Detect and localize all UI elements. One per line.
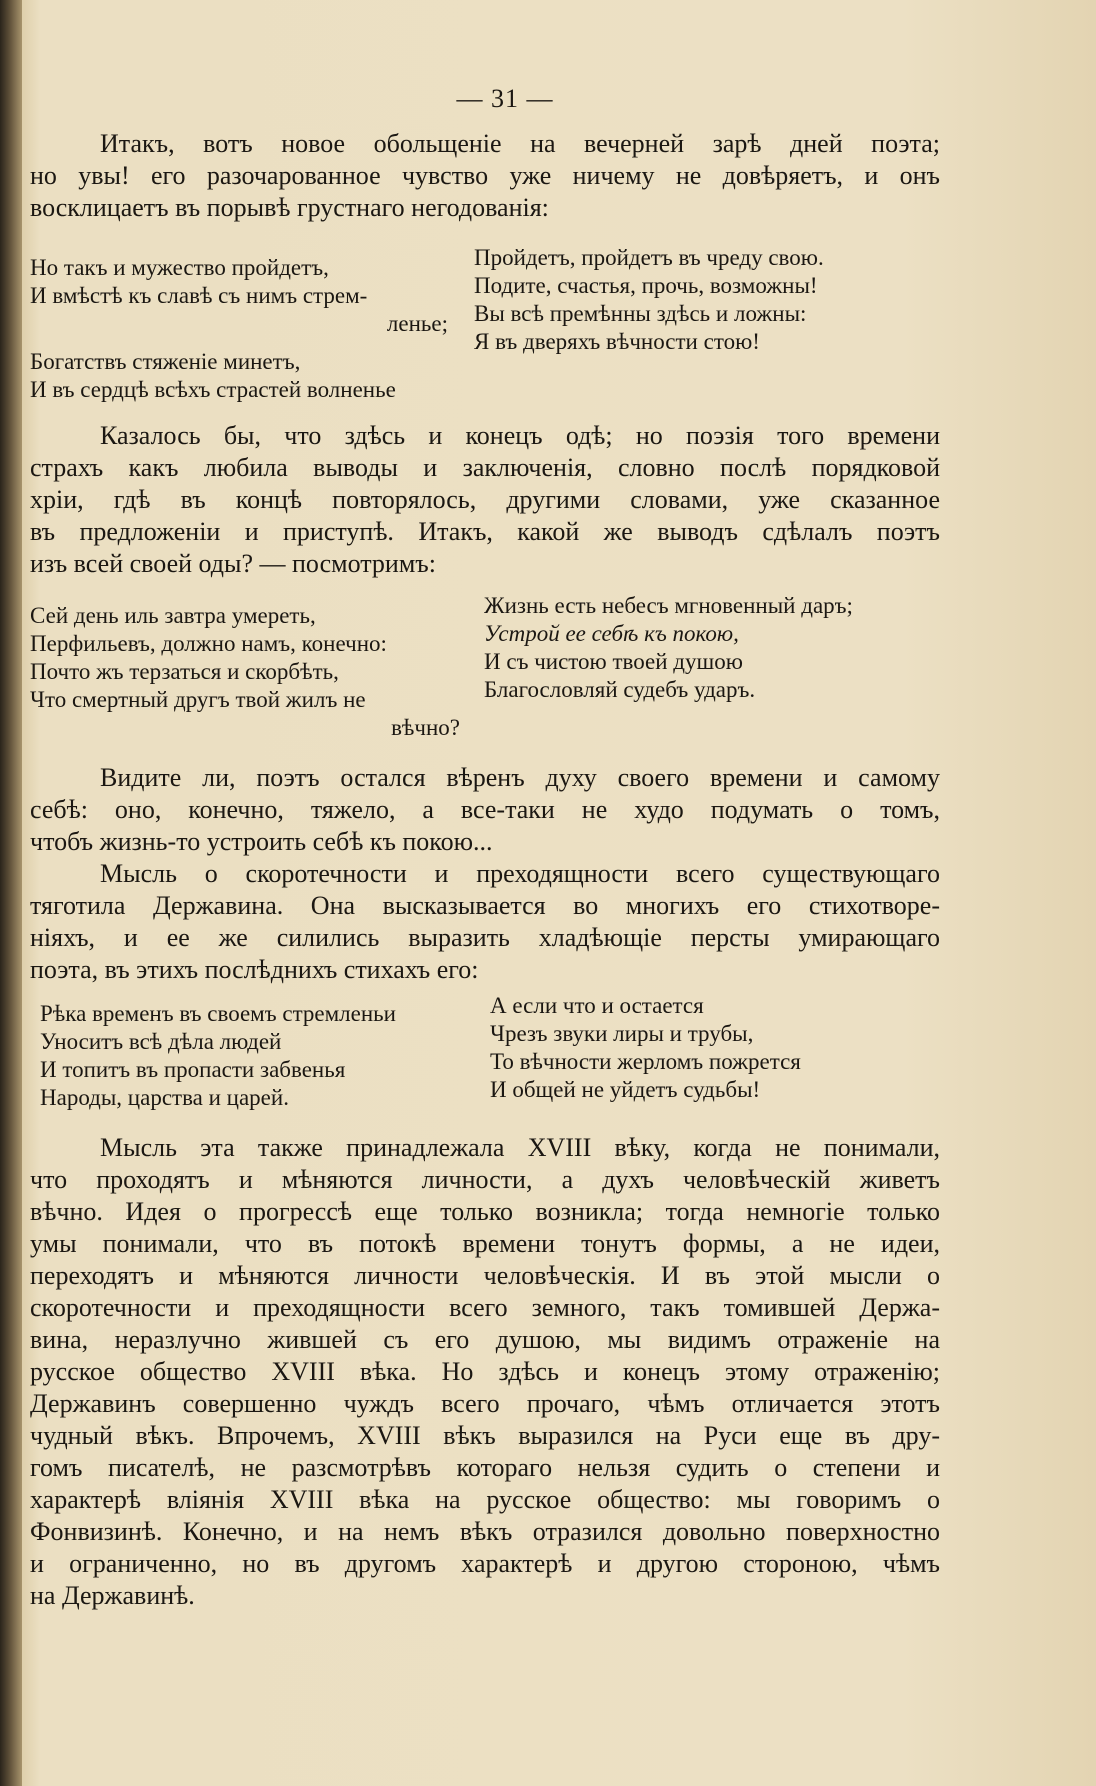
text-line: характерѣ вліянія XVIII вѣка на русское общество: мы говоримъ о — [30, 1485, 940, 1514]
text-line: умы понимали, что въ потокѣ времени тонутъ формы, а не идеи, — [30, 1229, 940, 1258]
text-line: хріи, гдѣ въ концѣ повторялось, другими словами, уже сказанное — [30, 485, 940, 514]
text-line: Итакъ, вотъ новое обольщенiе на вечерней зарѣ дней поэта; — [100, 129, 940, 158]
text-line: тяготила Державина. Она высказывается во многихъ его стихотворе- — [30, 891, 940, 920]
verse-line: Почто жъ терзаться и скорбѣть, — [30, 659, 339, 684]
page-number: — 31 — — [456, 84, 554, 113]
verse-line: Подите, счастья, прочь, возможны! — [474, 273, 818, 298]
text-line: Казалось бы, что здѣсь и конецъ одѣ; но поэзія того времени — [100, 421, 940, 450]
verse-line: вѣчно? — [391, 715, 460, 740]
verse-line: Народы, царства и царей. — [40, 1085, 289, 1110]
verse-line: Уноситъ всѣ дѣла людей — [40, 1029, 282, 1054]
verse-line: Что смертный другъ твой жилъ не — [30, 687, 366, 712]
text-line: но увы! его разочарованное чувство уже ничему не довѣряетъ, и онъ — [30, 161, 940, 190]
text-line: страхъ какъ любила выводы и заключенія, словно послѣ порядковой — [30, 453, 940, 482]
verse-2-right-stanza — [484, 592, 954, 704]
verse-2-left-stanza — [30, 602, 460, 742]
verse-line: Но такъ и мужество пройдетъ, — [30, 255, 329, 280]
paragraph-1 — [30, 128, 940, 224]
text-line: переходятъ и мѣняются личности человѣческія. И въ этой мысли о — [30, 1261, 940, 1290]
verse-line: Жизнь есть небесъ мгновенный даръ; — [484, 593, 853, 618]
text-line: на Державинѣ. — [30, 1581, 195, 1610]
verse-line: Устрой ее себѣ къ покою, — [484, 621, 739, 646]
paragraph-3 — [30, 762, 940, 858]
book-spine-shadow — [0, 0, 22, 1786]
verse-line: То вѣчности жерломъ пожрется — [490, 1049, 801, 1074]
text-line: себѣ: оно, конечно, тяжело, а все-таки не худо подумать о томъ, — [30, 795, 940, 824]
text-line: чудный вѣкъ. Впрочемъ, XVIII вѣкъ выразился на Руси еще въ дру- — [30, 1421, 940, 1450]
text-line: поэта, въ этихъ послѣднихъ стихахъ его: — [30, 955, 479, 984]
text-line: вѣчно. Идея о прогрессѣ еще только возникла; тогда немногiе только — [30, 1197, 940, 1226]
text-line: Мысль эта также принадлежала XVIII вѣку, когда не понимали, — [100, 1133, 940, 1162]
verse-line: И съ чистою твоей душою — [484, 649, 743, 674]
paragraph-2 — [30, 420, 940, 580]
text-line: въ предложенiи и приступѣ. Итакъ, какой же выводъ сдѣлалъ поэтъ — [30, 517, 940, 546]
text-line: что проходятъ и мѣняются личности, а духъ человѣческiй живетъ — [30, 1165, 940, 1194]
verse-3-left-stanza — [40, 1000, 470, 1112]
verse-line: А если что и остается — [490, 993, 704, 1018]
text-line: восклицаетъ въ порывѣ грустнаго негодованія: — [30, 193, 549, 222]
verse-line: И топитъ въ пропасти забвенья — [40, 1057, 346, 1082]
text-line: Видите ли, поэтъ остался вѣренъ духу своего времени и самому — [100, 763, 940, 792]
verse-line: Богатствъ стяженiе минетъ, — [30, 349, 301, 374]
text-line: и ограниченно, но въ другомъ характерѣ и другою стороною, чѣмъ — [30, 1549, 940, 1578]
verse-line: Пройдетъ, пройдетъ въ чреду свою. — [474, 245, 824, 270]
text-line: гомъ писателѣ, не разсмотрѣвъ котораго нельзя судить о степени и — [30, 1453, 940, 1482]
verse-3-right-stanza — [490, 992, 940, 1104]
verse-line: Я въ дверяхъ вѣчности стою! — [474, 329, 760, 354]
text-line: русское общество XVIII вѣка. Но здѣсь и конецъ этому отраженiю; — [30, 1357, 940, 1386]
verse-line: И въ сердцѣ всѣхъ страстей волненье — [30, 377, 396, 402]
paragraph-5 — [30, 1132, 940, 1612]
text-line: Фонвизинѣ. Конечно, и на немъ вѣкъ отразился довольно поверхностно — [30, 1517, 940, 1546]
text-line: Мысль о скоротечности и преходящности всего существующаго — [100, 859, 940, 888]
verse-line: Благословляй судебъ ударъ. — [484, 677, 756, 702]
verse-line: Перфильевъ, должно намъ, конечно: — [30, 631, 387, 656]
paragraph-4 — [30, 858, 940, 986]
verse-1-left-stanza — [30, 254, 448, 404]
verse-line: Вы всѣ премѣнны здѣсь и ложны: — [474, 301, 807, 326]
verse-line: Рѣка временъ въ своемъ стремленьи — [40, 1001, 396, 1026]
verse-line: И вмѣстѣ къ славѣ съ нимъ стрем- — [30, 283, 368, 308]
verse-1-right-stanza — [474, 244, 944, 356]
verse-line: Чрезъ звуки лиры и трубы, — [490, 1021, 754, 1046]
text-line: скоротечности и преходящности всего земного, такъ томившей Держа- — [30, 1293, 940, 1322]
text-line: изъ всей своей оды? — посмотримъ: — [30, 549, 436, 578]
verse-line: Сей день иль завтра умереть, — [30, 603, 316, 628]
text-line: нiяхъ, и ее же силились выразить хладѣющiе персты умирающаго — [30, 923, 940, 952]
verse-line: И общей не уйдетъ судьбы! — [490, 1077, 761, 1102]
text-line: Державинъ совершенно чуждъ всего прочаго, чѣмъ отличается этотъ — [30, 1389, 940, 1418]
text-line: чтобъ жизнь-то устроить себѣ къ покою... — [30, 827, 493, 856]
text-line: вина, неразлучно жившей съ его душою, мы видимъ отраженiе на — [30, 1325, 940, 1354]
verse-line: ленье; — [386, 311, 448, 336]
